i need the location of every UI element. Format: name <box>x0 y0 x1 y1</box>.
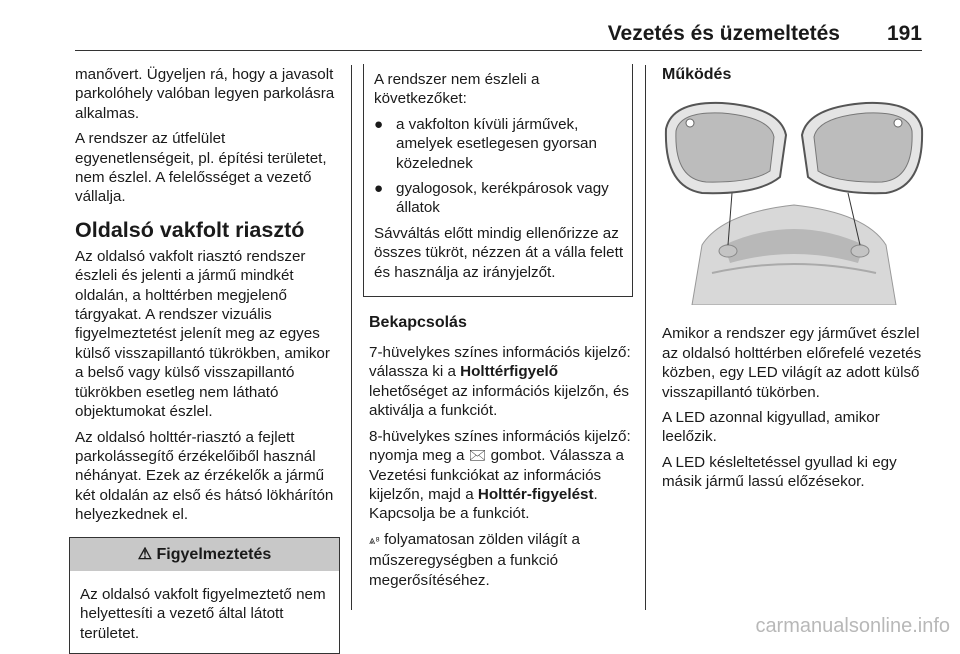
bullet-icon: ● <box>374 115 384 133</box>
watermark: carmanualsonline.info <box>755 615 950 637</box>
paragraph: Az oldalsó vakfolt riasztó rendszer észleli és jelenti a jármű mindkét oldalán, a holttérben megjelenő tárgyakat. A rendszer vizuális figyelmeztetést jelenít meg az egyes külső visszapillantó tükrökben, amikor a belső vagy külső visszapillantó tükrökben esetleg nem látható objektumokat észlel. <box>75 247 330 421</box>
column-3 <box>662 65 926 498</box>
page-number: 191 <box>886 22 922 45</box>
paragraph: Az oldalsó holttér-riasztó a fejlett parkolássegítő érzékelőiből használ néhányat. Ezek az érzékelők a jármű két oldalán az első és hátsó lökhárítón helyezkednek el. <box>75 428 334 524</box>
paragraph: A LED késleltetéssel gyullad ki egy másik jármű lassú előzésekor. <box>662 453 897 491</box>
paragraph: manővert. Ügyeljen rá, hogy a javasolt parkolóhely valóban legyen parkolásra alkalmas. <box>75 66 335 122</box>
header-rule <box>75 50 922 51</box>
paragraph: A rendszer az útfelület egyenetlenségeit, pl. építési területet, nem észlel. A felelősséget a vezető vállalja. <box>75 130 327 206</box>
blind-spot-indicator-icon: ⩓⁸ <box>369 534 380 547</box>
column-divider-2 <box>645 65 646 610</box>
list-item <box>374 115 624 173</box>
paragraph: A rendszer nem észleli a következőket: <box>374 71 540 108</box>
paragraph: Amikor a rendszer egy járművet észlel az oldalsó holttérben előrefelé vezetés közben, egy LED világít az adott külső visszapillantó tükörben. <box>662 325 922 401</box>
column-1 <box>75 65 340 654</box>
paragraph: A LED azonnal kigyullad, amikor leelőzik. <box>662 409 880 446</box>
header-title: Vezetés és üzemeltetés <box>607 22 840 45</box>
list-item-text: gyalogosok, kerékpárosok vagy állatok <box>396 180 609 217</box>
vehicle-button-icon: 🖂 <box>468 447 487 465</box>
limitations-box <box>363 64 633 297</box>
subsection-heading: Bekapcsolás <box>369 314 467 332</box>
list-item <box>374 179 624 218</box>
warning-title: Figyelmeztetés <box>156 545 272 563</box>
paragraph: 8-hüvelykes színes információs kijelző: nyomja meg a 🖂 gombot. Válassza a Vezetési funkciókat az információs kijelzőn, majd a Holttér-figyelést. Kapcsolja be a funkciót. <box>369 427 631 523</box>
warning-triangle-icon: ⚠ <box>137 545 153 563</box>
paragraph: Sávváltás előtt mindig ellenőrizze az összes tükröt, nézzen át a válla felett és használja az irányjelzőt. <box>374 224 624 281</box>
warning-text: Az oldalsó vakfolt figyelmeztető nem helyettesíti a vezető által látott területet. <box>80 585 326 642</box>
bullet-icon: ● <box>374 180 384 198</box>
warning-box <box>69 537 340 654</box>
warning-header <box>70 538 339 571</box>
column-2 <box>369 65 633 596</box>
mirror-illustration <box>662 95 926 310</box>
paragraph: ⩓⁸ folyamatosan zölden világít a műszeregységben a funkció megerősítéséhez. <box>369 530 580 589</box>
column-divider-1 <box>351 65 352 610</box>
paragraph: 7-hüvelykes színes információs kijelző: válassza ki a Holttérfigyelő lehetőséget az információs kijelzőn, és aktiválja a funkciót. <box>369 344 631 420</box>
subsection-heading: Működés <box>662 66 732 83</box>
section-heading: Oldalsó vakfolt riasztó <box>75 217 305 242</box>
page-header <box>75 22 922 52</box>
list-item-text: a vakfolton kívüli járművek, amelyek esetlegesen gyorsan közelednek <box>396 115 597 172</box>
